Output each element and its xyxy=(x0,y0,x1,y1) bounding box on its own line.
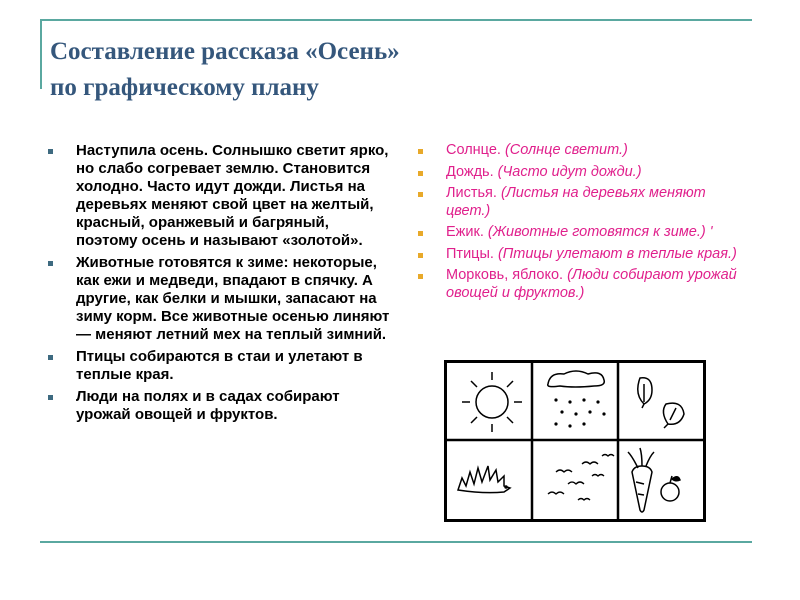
plan-sentence: (Листья на деревьях меняют цвет.) xyxy=(446,185,706,219)
plan-keyword: Листья. xyxy=(446,185,497,201)
plan-sentence: (Часто идут дожди.) xyxy=(497,163,642,180)
graphic-plan-grid xyxy=(444,360,706,522)
bullet-icon xyxy=(418,171,423,176)
list-item xyxy=(414,164,744,182)
list-item: Люди на полях и в садах собирают урожай овощей и фруктов. xyxy=(44,388,394,424)
plan-keyword: Ежик. xyxy=(446,224,484,240)
plan-sentence: (Животные готовятся к зиме.) ' xyxy=(487,224,713,240)
hedgehog-icon xyxy=(458,466,510,493)
plan-keyword: Дождь. xyxy=(446,163,494,180)
bullet-icon xyxy=(48,395,53,400)
top-accent-line xyxy=(40,19,752,21)
plan-list xyxy=(414,142,744,306)
bullet-icon xyxy=(48,355,53,360)
list-item xyxy=(414,267,744,302)
list-item: Птицы собираются в стаи и улетают в теплые края. xyxy=(44,348,394,384)
plan-keyword: Морковь, яблоко. xyxy=(446,267,564,283)
bottom-accent-line xyxy=(40,541,752,543)
list-item xyxy=(414,142,744,160)
left-accent-line xyxy=(40,19,42,89)
story-list xyxy=(44,142,394,428)
page-title xyxy=(50,34,750,106)
bullet-icon xyxy=(418,231,423,236)
title-line-2: по графическому плану xyxy=(50,74,319,101)
list-item: Наступила осень. Солнышко светит ярко, но слабо согревает землю. Становится холодно. Часто идут дожди. Листья на деревьях меняют свой цвет на желтый, красный, оранжевый и багряный, поэтому осень и называют «золотой». xyxy=(44,142,394,250)
plan-sentence: (Люди собирают урожай овощей и фруктов.) xyxy=(446,267,737,301)
sun-icon xyxy=(462,372,522,432)
list-item xyxy=(414,224,744,242)
birds-icon xyxy=(548,455,614,501)
plan-sentence: (Солнце светит.) xyxy=(504,142,628,158)
bullet-icon xyxy=(418,253,423,258)
bullet-icon xyxy=(48,149,53,154)
list-item xyxy=(414,185,744,220)
bullet-icon xyxy=(418,149,423,154)
leaves-icon xyxy=(638,378,684,428)
rain-cloud-icon xyxy=(548,371,606,428)
bullet-icon xyxy=(418,192,423,197)
list-item xyxy=(414,246,744,264)
plan-keyword: Солнце. xyxy=(446,142,501,158)
plan-keyword: Птицы. xyxy=(446,245,494,262)
bullet-icon xyxy=(48,261,53,266)
bullet-icon xyxy=(418,274,423,279)
title-line-1: Составление рассказа «Осень» xyxy=(50,38,400,65)
plan-sentence: (Птицы улетают в теплые края.) xyxy=(497,245,737,262)
carrot-apple-icon xyxy=(628,448,680,512)
list-item: Животные готовятся к зиме: некоторые, как ежи и медведи, впадают в спячку. А другие, как белки и мышки, запасают на зиму корм. Все животные осенью линяют — меняют летний мех на теплый зимний. xyxy=(44,254,394,344)
